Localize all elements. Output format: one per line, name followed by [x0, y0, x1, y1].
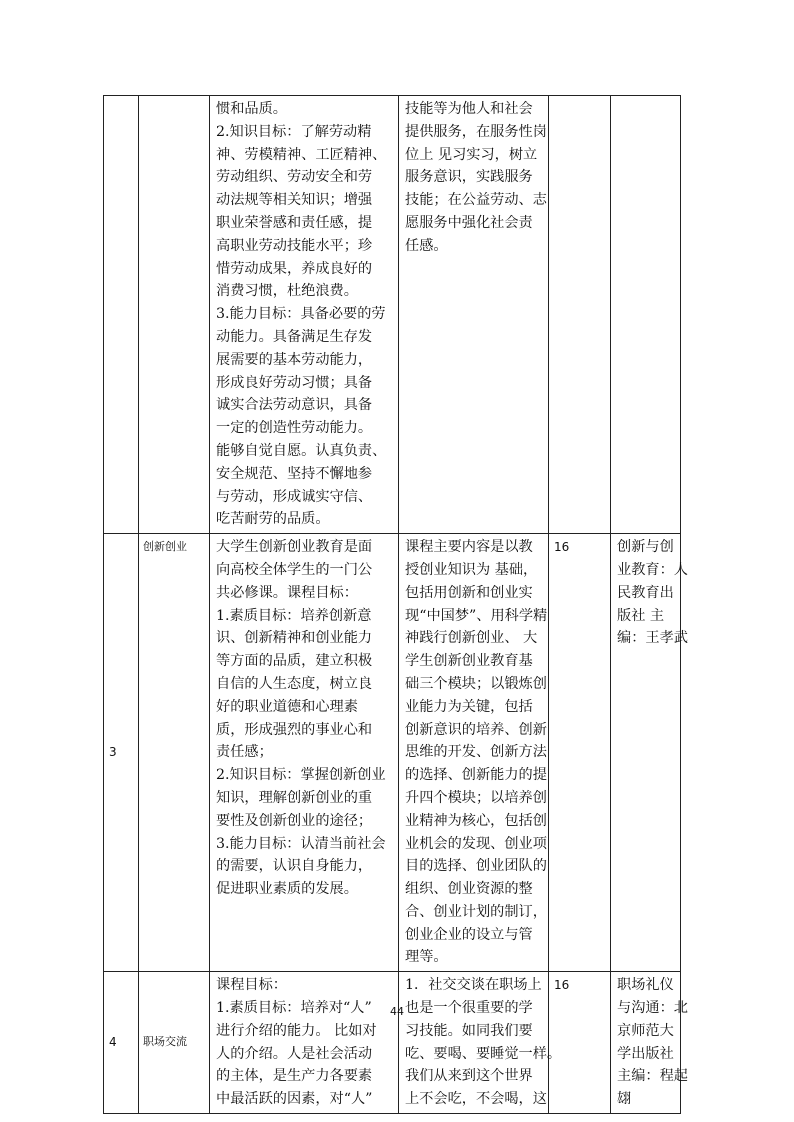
text-line: 动法规等相关知识；增强	[216, 192, 373, 209]
course-name-cell: 创新创业	[139, 534, 210, 972]
text-line: 共必修课。课程目标：	[216, 584, 358, 601]
text-line: 业能力为关键，包括	[405, 698, 533, 715]
text-line: 也是一个很重要的学	[405, 1000, 533, 1017]
text-line: 2.知识目标：掌握创新创业	[216, 767, 386, 784]
course-number-cell: 4	[104, 972, 139, 1114]
text-line: 大学生创新创业教育是面	[216, 539, 373, 556]
course-number-cell: 3	[104, 534, 139, 972]
text-line: 自信的人生态度，树立良	[216, 675, 373, 692]
course-name-cell: 职场交流	[139, 972, 210, 1114]
text-line: 课程主要内容是以教	[405, 539, 533, 556]
text-line: 消费习惯，杜绝浪费。	[216, 283, 358, 300]
text-line: 授创业知识为 基础，	[405, 561, 538, 578]
text-line: 组织、创业资源的整	[405, 881, 533, 898]
text-line: 安全规范、坚持不懈地参	[216, 465, 373, 482]
course-hours-cell: 16	[549, 972, 611, 1114]
text-line: 与沟通：北	[617, 1000, 688, 1017]
text-line: 理等。	[405, 949, 448, 966]
course-table	[103, 95, 688, 1114]
text-line: 技能；在公益劳动、志	[405, 192, 547, 209]
text-line: 诚实合法劳动意识，具备	[216, 397, 373, 414]
text-line: 与劳动，形成诚实守信、	[216, 488, 373, 505]
text-line: 业机会的发现、创业项	[405, 835, 547, 852]
text-line: 目的选择、创业团队的	[405, 858, 547, 875]
text-line: 能够自觉自愿。认真负责、	[216, 442, 387, 459]
text-line: 翃	[617, 1091, 632, 1108]
course-objectives-cell	[210, 534, 399, 972]
text-line: 创新与创	[617, 539, 674, 556]
text-line: 服务意识，实践服务	[405, 169, 533, 186]
text-line: 我们从来到这个世界	[405, 1068, 533, 1085]
text-line: 升四个模块；以培养创	[405, 789, 547, 806]
text-line: 主编：程起	[617, 1068, 688, 1085]
text-line: 课程目标：	[216, 977, 287, 994]
text-line: 等方面的品质，建立积极	[216, 653, 373, 670]
text-line: 的选择、创新能力的提	[405, 767, 547, 784]
text-line: 中最活跃的因素，对“人”	[216, 1091, 373, 1108]
text-line: 京师范大	[617, 1022, 674, 1039]
text-line: 创新意识的培养、创新	[405, 721, 547, 738]
text-line: 1.素质目标：培养创新意	[216, 607, 372, 624]
text-line: 任感。	[405, 237, 448, 254]
text-line: 民教育出	[617, 584, 674, 601]
text-line: 现“中国梦”、用科学精	[405, 607, 548, 624]
text-line: 上不会吃，不会喝，这	[405, 1091, 547, 1108]
text-line: 吃、要喝、要睡觉一样。	[405, 1045, 562, 1062]
text-line: 编：王孝武	[617, 630, 688, 647]
text-line: 人的介绍。人是社会活动	[216, 1045, 373, 1062]
text-line: 1．社交交谈在职场上	[405, 977, 542, 994]
table-row	[104, 972, 681, 1114]
text-line: 高职业劳动技能水平；珍	[216, 237, 373, 254]
course-content-cell	[399, 96, 549, 534]
text-line: 习技能。如同我们要	[405, 1022, 533, 1039]
table-row	[104, 534, 681, 972]
text-line: 责任感；	[216, 744, 273, 761]
text-line: 愿服务中强化社会责	[405, 214, 533, 231]
course-objectives-cell	[210, 96, 399, 534]
text-line: 业教育：人	[617, 561, 688, 578]
course-number-cell	[104, 96, 139, 534]
text-line: 1.素质目标：培养对“人”	[216, 1000, 372, 1017]
table-body	[104, 96, 688, 1114]
text-line: 进行介绍的能力。 比如对	[216, 1022, 377, 1039]
text-line: 职业荣誉感和责任感，提	[216, 214, 373, 231]
text-line: 惜劳动成果，养成良好的	[216, 260, 373, 277]
course-hours-cell	[549, 96, 611, 534]
text-line: 职场礼仪	[617, 977, 674, 994]
text-line: 要性及创新创业的途径；	[216, 812, 373, 829]
text-line: 合、创业计划的制订，	[405, 903, 547, 920]
text-line: 一定的创造性劳动能力。	[216, 420, 373, 437]
text-line: 位上 见习实习，树立	[405, 146, 538, 163]
text-line: 技能等为他人和社会	[405, 101, 533, 117]
text-line: 学生创新创业教育基	[405, 653, 533, 670]
text-line: 提供服务，在服务性岗	[405, 123, 547, 140]
course-content-cell	[399, 534, 549, 972]
text-line: 质，形成强烈的事业心和	[216, 721, 373, 738]
text-line: 动能力。具备满足生存发	[216, 328, 373, 345]
text-line: 神、劳模精神、工匠精神、	[216, 146, 387, 163]
text-line: 展需要的基本劳动能力，	[216, 351, 373, 368]
text-line: 神践行创新创业、 大	[405, 630, 538, 647]
text-line: 形成良好劳动习惯；具备	[216, 374, 373, 391]
course-name-cell	[139, 96, 210, 534]
text-line: 促进职业素质的发展。	[216, 881, 358, 898]
text-line: 识、创新精神和创业能力	[216, 630, 373, 647]
text-line: 吃苦耐劳的品质。	[216, 511, 330, 528]
text-line: 的主体，是生产力各要素	[216, 1068, 373, 1085]
textbook-cell	[611, 972, 688, 1114]
text-line: 3.能力目标：认清当前社会	[216, 835, 386, 852]
text-line: 3.能力目标：具备必要的劳	[216, 306, 386, 323]
course-hours-cell: 16	[549, 534, 611, 972]
text-line: 思维的开发、创新方法	[405, 744, 547, 761]
table-row	[104, 96, 681, 534]
course-objectives-cell	[210, 972, 399, 1114]
textbook-cell	[611, 534, 688, 972]
text-line: 好的职业道德和心理素	[216, 698, 358, 715]
text-line: 业精神为核心，包括创	[405, 812, 547, 829]
text-line: 版社 主	[617, 607, 665, 624]
text-line: 包括用创新和创业实	[405, 584, 533, 601]
page-number: 44	[390, 1005, 404, 1018]
text-line: 2.知识目标：了解劳动精	[216, 123, 372, 140]
text-line: 知识，理解创新创业的重	[216, 789, 373, 806]
text-line: 创业企业的设立与管	[405, 926, 533, 943]
text-line: 学出版社	[617, 1045, 674, 1062]
text-line: 惯和品质。	[216, 101, 287, 117]
text-line: 础三个模块；以锻炼创	[405, 675, 547, 692]
text-line: 劳动组织、劳动安全和劳	[216, 169, 373, 186]
text-line: 的需要，认识自身能力，	[216, 858, 373, 875]
text-line: 向高校全体学生的一门公	[216, 561, 373, 578]
textbook-cell	[611, 96, 681, 534]
